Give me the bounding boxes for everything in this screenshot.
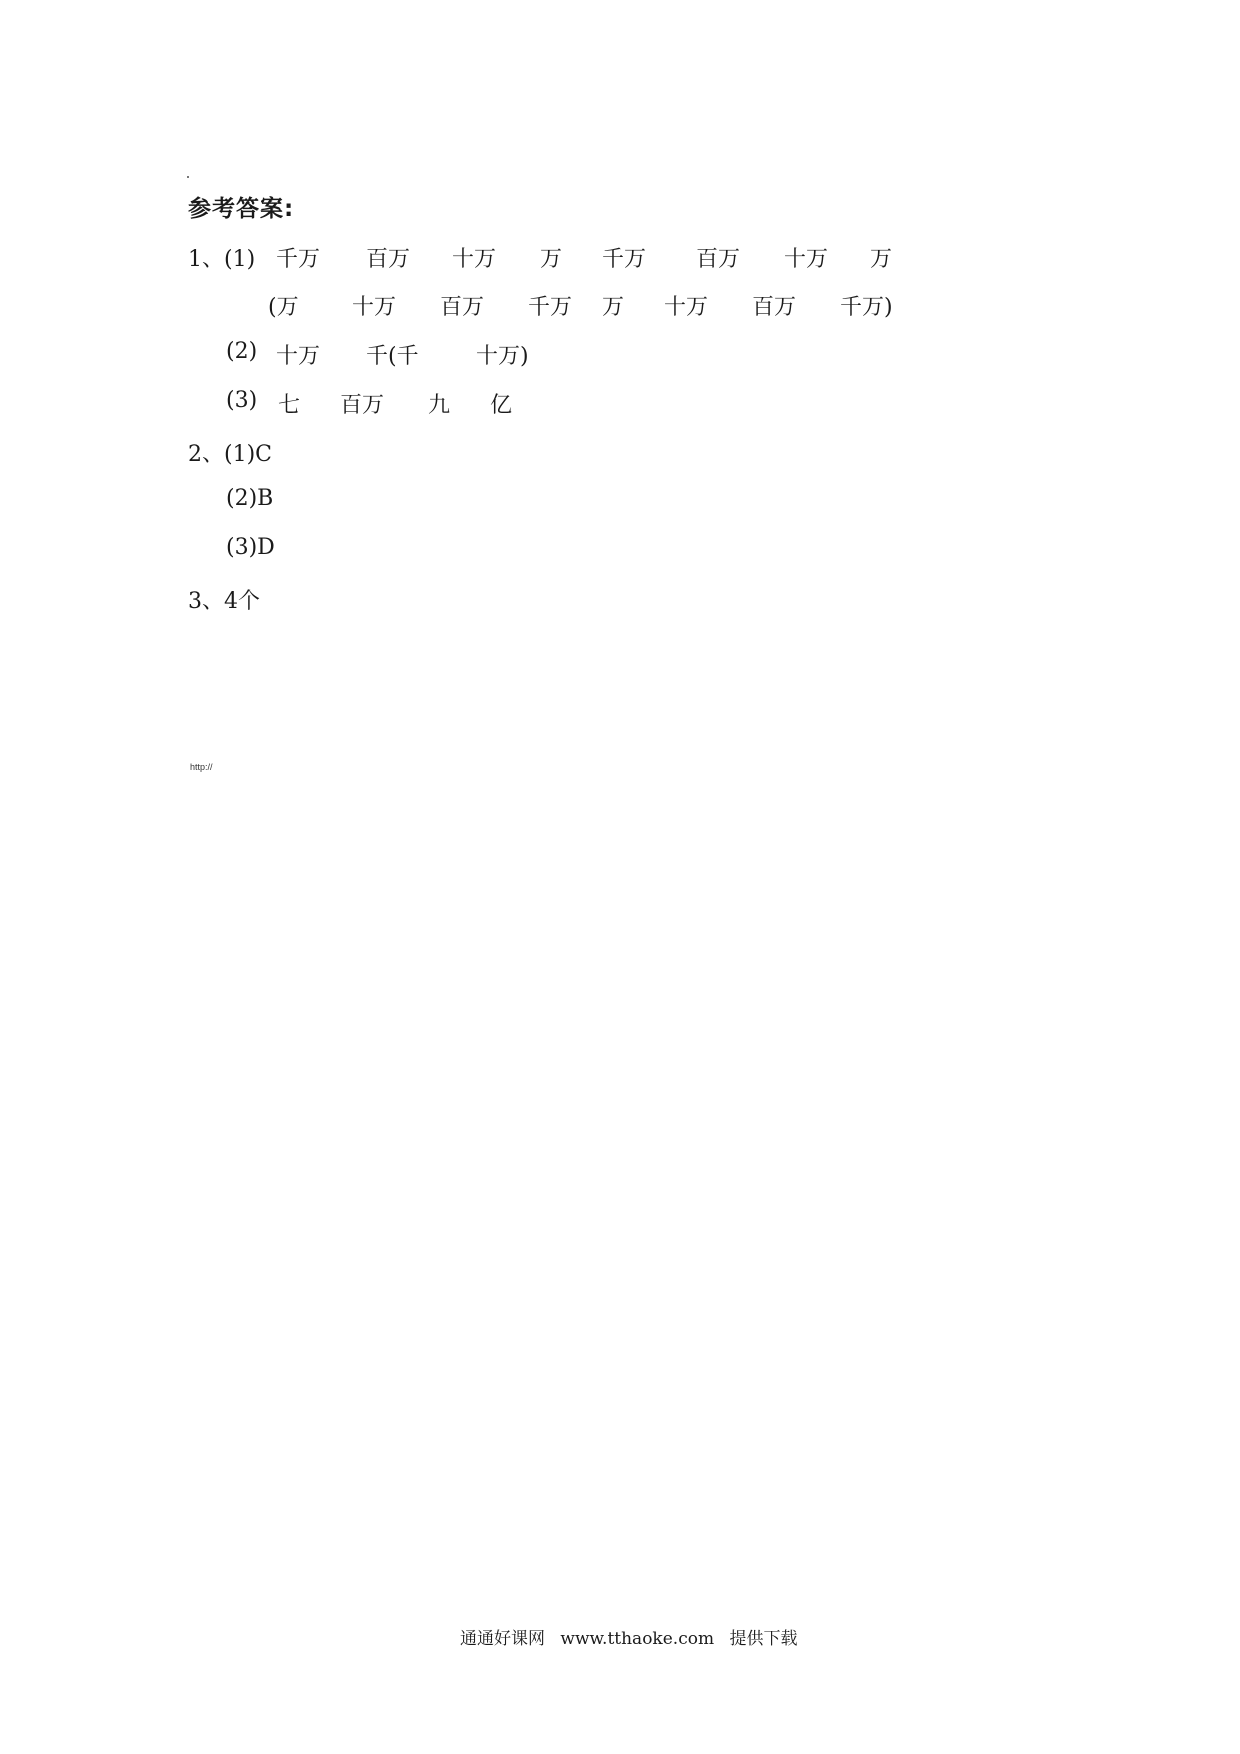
answer-item: 十万 [352,295,397,320]
answer-item: 十万 [452,247,497,272]
answer-text: (3)D [226,535,275,560]
answer-item: 亿 [490,393,513,418]
answer-number: (2) [226,339,258,364]
answer-item: 七 [278,393,301,418]
answer-item: 十万) [476,344,529,369]
page-footer [460,1624,807,1649]
answer-item: 百万 [440,295,485,320]
answer-item: 百万 [696,247,741,272]
answer-item: 百万 [340,393,385,418]
footer-site-name: 通通好课网 [460,1629,545,1649]
answer-item: 九 [428,393,451,418]
answer-item: 万 [870,247,893,272]
answer-item: 千万 [528,295,573,320]
answer-text: 3、4个 [188,589,260,614]
answer-item: 十万 [276,344,321,369]
url-fragment: http:// [190,762,213,772]
answer-item: 万 [602,295,625,320]
footer-site-url: www.tthaoke.com [560,1629,715,1649]
answer-heading: 参考答案: [188,196,295,222]
answer-item: (万 [268,295,299,320]
answer-item: 千万) [840,295,893,320]
answer-item: 万 [540,247,563,272]
answer-item: 十万 [784,247,829,272]
stray-mark [187,176,189,178]
answer-item: 千万 [602,247,647,272]
answer-item: 千(千 [366,344,419,369]
answer-number: (3) [226,388,258,413]
footer-suffix: 提供下载 [729,1629,798,1649]
answer-text: 2、(1)C [188,442,272,467]
answer-text: (2)B [226,486,274,511]
answer-item: 百万 [752,295,797,320]
answer-number: 1、(1) [188,247,256,272]
answer-item: 千万 [276,247,321,272]
answer-item: 十万 [664,295,709,320]
answer-item: 百万 [366,247,411,272]
